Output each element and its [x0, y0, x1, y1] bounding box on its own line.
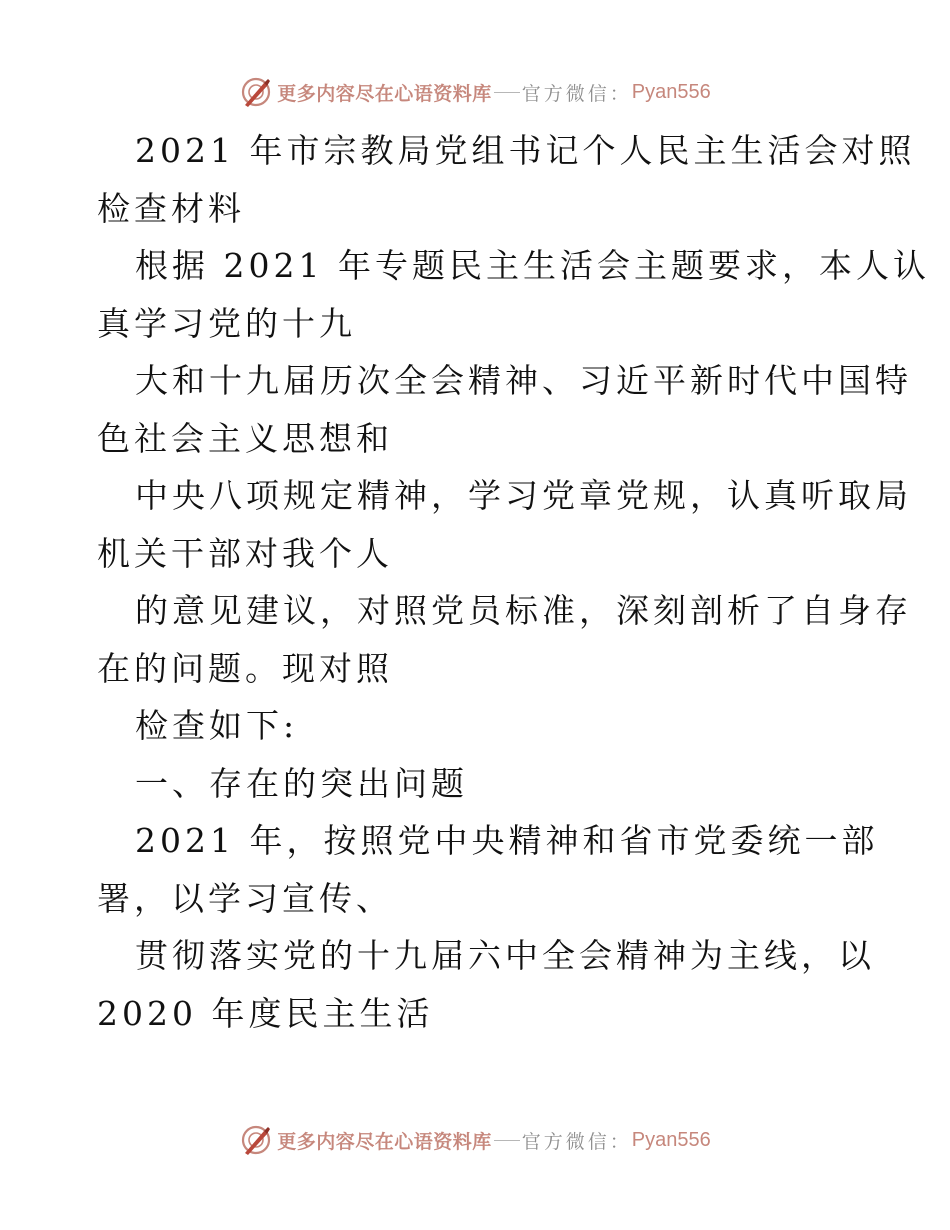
paragraph-line: 2021 年，按照党中央精神和省市党委统一部 — [135, 821, 879, 860]
section-heading: 一、存在的突出问题 — [135, 763, 468, 803]
paragraph-line: 署，以学习宣传、 — [97, 878, 393, 918]
paragraph-line: 色社会主义思想和 — [97, 418, 393, 458]
paragraph-line: 大和十九届历次全会精神、习近平新时代中国特 — [135, 361, 912, 400]
paragraph-line: 真学习党的十九 — [97, 303, 356, 343]
pen-logo-icon — [239, 75, 273, 109]
banner-separator — [494, 1140, 520, 1141]
paragraph-line: 贯彻落实党的十九届六中全会精神为主线，以 — [135, 936, 875, 975]
document-title-line: 2021 年市宗教局党组书记个人民主生活会对照 — [135, 131, 916, 170]
banner-brand-text: 更多内容尽在心语资料库 — [277, 1130, 492, 1153]
footer-banner — [0, 1120, 950, 1160]
banner-wechat-label: 官方微信： — [521, 82, 632, 105]
paragraph-line: 根据 2021 年专题民主生活会主题要求，本人认 — [135, 246, 930, 285]
banner-wechat-id: Pyan556 — [631, 80, 711, 103]
banner-brand-text: 更多内容尽在心语资料库 — [277, 82, 492, 105]
paragraph-line: 检查如下: — [135, 706, 299, 745]
banner-wechat-id: Pyan556 — [631, 1128, 711, 1151]
document-title-line: 检查材料 — [97, 188, 245, 228]
paragraph-line: 中央八项规定精神，学习党章党规，认真听取局 — [135, 476, 912, 515]
paragraph-line: 的意见建议，对照党员标准，深刻剖析了自身存 — [135, 591, 912, 630]
paragraph-line: 2020 年度民主生活 — [97, 993, 434, 1033]
banner-wechat-label: 官方微信： — [521, 1130, 632, 1153]
banner-separator — [494, 92, 520, 93]
paragraph-line: 机关干部对我个人 — [97, 533, 393, 573]
paragraph-line: 在的问题。现对照 — [97, 648, 393, 688]
pen-logo-icon — [239, 1123, 273, 1157]
header-banner — [0, 72, 950, 112]
document-body — [97, 122, 930, 1042]
